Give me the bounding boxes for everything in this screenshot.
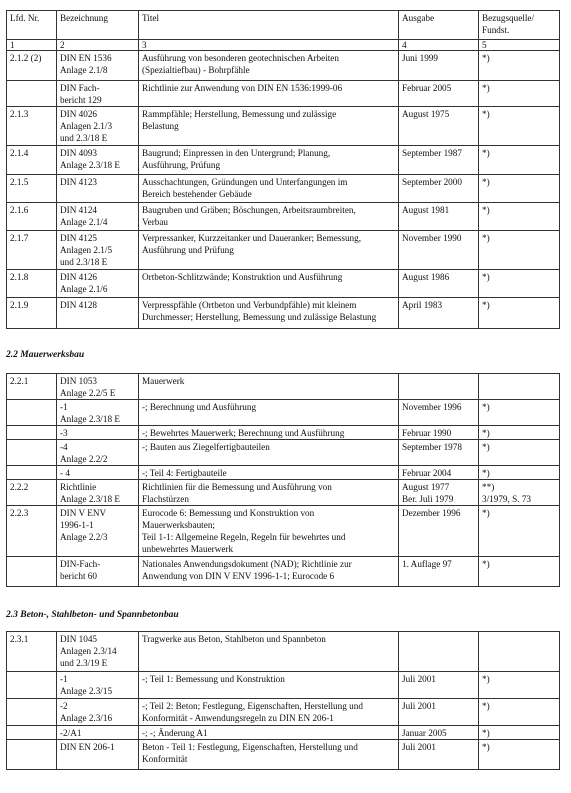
row-bezeichnung: DIN-Fach- bericht 60 xyxy=(57,557,139,587)
row-number xyxy=(7,726,57,740)
row-ausgabe: August 1981 xyxy=(399,203,479,231)
row-bezeichnung: -1 Anlage 2.3/18 E xyxy=(57,400,139,426)
table-row xyxy=(7,231,560,270)
row-titel: Ortbeton-Schlitzwände; Konstruktion und Ausführung xyxy=(139,270,399,298)
row-bezeichnung: Richtlinie Anlage 2.3/18 E xyxy=(57,480,139,506)
row-ausgabe: April 1983 xyxy=(399,298,479,329)
table-row xyxy=(7,440,560,466)
row-titel: Baugrund; Einpressen in den Untergrund; Planung, Ausführung, Prüfung xyxy=(139,146,399,175)
row-bezugsquelle: *) xyxy=(479,440,560,466)
row-bezeichnung: DIN 4124 Anlage 2.1/4 xyxy=(57,203,139,231)
row-number: 2.1.4 xyxy=(7,146,57,175)
header-ausgabe: Ausgabe xyxy=(399,11,479,40)
row-number: 2.1.9 xyxy=(7,298,57,329)
header-titel: Titel xyxy=(139,11,399,40)
row-titel: Richtlinie zur Anwendung von DIN EN 1536:1999-06 xyxy=(139,81,399,107)
row-titel: Verpresspfähle (Ortbeton und Verbundpfähle) mit kleinem Durchmesser; Herstellung, Bemessung und zulässige Belastung xyxy=(139,298,399,329)
row-number xyxy=(7,740,57,770)
row-titel: -; Berechnung und Ausführung xyxy=(139,400,399,426)
row-number: 2.1.8 xyxy=(7,270,57,298)
row-bezeichnung: -3 xyxy=(57,426,139,440)
row-titel: Rammpfähle; Herstellung, Bemessung und zulässige Belastung xyxy=(139,107,399,146)
row-ausgabe: Februar 1990 xyxy=(399,426,479,440)
table-row xyxy=(7,426,560,440)
row-number xyxy=(7,699,57,726)
row-bezugsquelle: *) xyxy=(479,231,560,270)
row-bezugsquelle: *) xyxy=(479,107,560,146)
table-row xyxy=(7,51,560,81)
row-bezeichnung: - 4 xyxy=(57,466,139,480)
section-title-betonbau: 2.3 Beton-, Stahlbeton- und Spannbetonbau xyxy=(6,610,179,620)
row-bezugsquelle: *) xyxy=(479,557,560,587)
row-ausgabe: Februar 2005 xyxy=(399,81,479,107)
row-ausgabe: 1. Auflage 97 xyxy=(399,557,479,587)
row-bezugsquelle xyxy=(479,374,560,400)
table-row xyxy=(7,506,560,557)
row-bezeichnung: DIN 1045 Anlagen 2.3/14 und 2.3/19 E xyxy=(57,632,139,672)
row-bezugsquelle: **) 3/1979, S. 73 xyxy=(479,480,560,506)
row-ausgabe: Juni 1999 xyxy=(399,51,479,81)
row-bezugsquelle: *) xyxy=(479,506,560,557)
row-titel: -; Bewehrtes Mauerwerk; Berechnung und Ausführung xyxy=(139,426,399,440)
row-titel: -; -; Änderung A1 xyxy=(139,726,399,740)
row-bezeichnung: -2 Anlage 2.3/16 xyxy=(57,699,139,726)
row-bezugsquelle: *) xyxy=(479,270,560,298)
row-ausgabe: September 1987 xyxy=(399,146,479,175)
row-titel: Eurocode 6: Bemessung und Konstruktion von Mauerwerksbauten; Teil 1-1: Allgemeine Regeln, Regeln für bewehrtes und unbewehrtes Mauerwerk xyxy=(139,506,399,557)
row-ausgabe: Juli 2001 xyxy=(399,740,479,770)
row-bezeichnung: -4 Anlage 2.2/2 xyxy=(57,440,139,466)
row-bezugsquelle: *) xyxy=(479,466,560,480)
table-row xyxy=(7,175,560,203)
table-header-row xyxy=(7,11,560,40)
row-titel: -; Teil 2: Beton; Festlegung, Eigenschaften, Herstellung und Konformität - Anwendungsregeln zu DIN EN 206-1 xyxy=(139,699,399,726)
row-titel: Tragwerke aus Beton, Stahlbeton und Spannbeton xyxy=(139,632,399,672)
row-number: 2.1.6 xyxy=(7,203,57,231)
row-titel: Mauerwerk xyxy=(139,374,399,400)
header-lfd-nr: Lfd. Nr. xyxy=(7,11,57,40)
row-bezeichnung: DIN EN 206-1 xyxy=(57,740,139,770)
row-number: 2.1.5 xyxy=(7,175,57,203)
row-titel: Richtlinien für die Bemessung und Ausführung von Flachstürzen xyxy=(139,480,399,506)
row-titel: -; Teil 4: Fertigbauteile xyxy=(139,466,399,480)
row-ausgabe: Juli 2001 xyxy=(399,699,479,726)
column-number: 1 xyxy=(7,40,57,51)
row-ausgabe: August 1975 xyxy=(399,107,479,146)
row-number: 2.1.2 (2) xyxy=(7,51,57,81)
column-number: 4 xyxy=(399,40,479,51)
row-number xyxy=(7,466,57,480)
row-number: 2.2.1 xyxy=(7,374,57,400)
norms-table-masonry xyxy=(6,373,560,587)
table-row xyxy=(7,298,560,329)
table-row xyxy=(7,557,560,587)
row-ausgabe: November 1990 xyxy=(399,231,479,270)
row-bezugsquelle: *) xyxy=(479,400,560,426)
norms-table-concrete xyxy=(6,631,560,770)
row-number xyxy=(7,672,57,699)
row-number xyxy=(7,440,57,466)
row-titel: Ausführung von besonderen geotechnischen Arbeiten (Spezialtiefbau) - Bohrpfähle xyxy=(139,51,399,81)
table-row xyxy=(7,203,560,231)
table-row xyxy=(7,726,560,740)
row-titel: -; Bauten aus Ziegelfertigbauteilen xyxy=(139,440,399,466)
row-number: 2.2.3 xyxy=(7,506,57,557)
row-ausgabe xyxy=(399,632,479,672)
table-row xyxy=(7,480,560,506)
row-bezugsquelle: *) xyxy=(479,699,560,726)
row-bezeichnung: DIN 4128 xyxy=(57,298,139,329)
table-row xyxy=(7,374,560,400)
row-bezeichnung: -1 Anlage 2.3/15 xyxy=(57,672,139,699)
row-bezeichnung: -2/A1 xyxy=(57,726,139,740)
table-row xyxy=(7,466,560,480)
row-bezugsquelle: *) xyxy=(479,298,560,329)
row-ausgabe: August 1986 xyxy=(399,270,479,298)
row-ausgabe: September 2000 xyxy=(399,175,479,203)
row-number xyxy=(7,400,57,426)
row-bezeichnung: DIN 4093 Anlage 2.3/18 E xyxy=(57,146,139,175)
row-titel: Verpressanker, Kurzzeitanker und Daueranker; Bemessung, Ausführung und Prüfung xyxy=(139,231,399,270)
table-row xyxy=(7,107,560,146)
table-row xyxy=(7,146,560,175)
row-ausgabe: August 1977 Ber. Juli 1979 xyxy=(399,480,479,506)
row-bezugsquelle: *) xyxy=(479,672,560,699)
row-number: 2.1.7 xyxy=(7,231,57,270)
column-number: 3 xyxy=(139,40,399,51)
row-number: 2.2.2 xyxy=(7,480,57,506)
table-row xyxy=(7,699,560,726)
row-bezugsquelle: *) xyxy=(479,81,560,107)
row-number xyxy=(7,81,57,107)
row-titel: Ausschachtungen, Gründungen und Unterfangungen im Bereich bestehender Gebäude xyxy=(139,175,399,203)
table-row xyxy=(7,672,560,699)
row-ausgabe: Januar 2005 xyxy=(399,726,479,740)
row-number: 2.1.3 xyxy=(7,107,57,146)
row-bezeichnung: DIN 4123 xyxy=(57,175,139,203)
row-ausgabe: Dezember 1996 xyxy=(399,506,479,557)
row-titel: -; Teil 1: Bemessung und Konstruktion xyxy=(139,672,399,699)
row-titel: Nationales Anwendungsdokument (NAD); Richtlinie zur Anwendung von DIN V ENV 1996-1-1; Eurocode 6 xyxy=(139,557,399,587)
row-bezugsquelle: *) xyxy=(479,740,560,770)
row-ausgabe: Februar 2004 xyxy=(399,466,479,480)
table-row xyxy=(7,632,560,672)
row-bezugsquelle: *) xyxy=(479,175,560,203)
section-title-mauerwerksbau: 2.2 Mauerwerksbau xyxy=(6,350,85,360)
row-bezeichnung: DIN Fach- bericht 129 xyxy=(57,81,139,107)
norms-table-foundations xyxy=(6,10,560,329)
table-row xyxy=(7,81,560,107)
row-bezeichnung: DIN 4125 Anlagen 2.1/5 und 2.3/18 E xyxy=(57,231,139,270)
column-number-row xyxy=(7,40,560,51)
column-number: 2 xyxy=(57,40,139,51)
row-bezeichnung: DIN V ENV 1996-1-1 Anlage 2.2/3 xyxy=(57,506,139,557)
row-ausgabe: November 1996 xyxy=(399,400,479,426)
row-number: 2.3.1 xyxy=(7,632,57,672)
row-number xyxy=(7,426,57,440)
header-bezeichnung: Bezeichnung xyxy=(57,11,139,40)
row-bezugsquelle: *) xyxy=(479,146,560,175)
row-bezeichnung: DIN 4026 Anlagen 2.1/3 und 2.3/18 E xyxy=(57,107,139,146)
row-bezugsquelle xyxy=(479,632,560,672)
table-row xyxy=(7,270,560,298)
row-ausgabe: September 1978 xyxy=(399,440,479,466)
column-number: 5 xyxy=(479,40,560,51)
row-bezugsquelle: *) xyxy=(479,726,560,740)
row-titel: Baugruben und Gräben; Böschungen, Arbeitsraumbreiten, Verbau xyxy=(139,203,399,231)
table-row xyxy=(7,400,560,426)
row-bezeichnung: DIN EN 1536 Anlage 2.1/8 xyxy=(57,51,139,81)
row-titel: Beton - Teil 1: Festlegung, Eigenschaften, Herstellung und Konformität xyxy=(139,740,399,770)
header-bezugsquelle: Bezugsquelle/ Fundst. xyxy=(479,11,560,40)
row-bezeichnung: DIN 1053 Anlage 2.2/5 E xyxy=(57,374,139,400)
table-row xyxy=(7,740,560,770)
row-ausgabe: Juli 2001 xyxy=(399,672,479,699)
row-bezugsquelle: *) xyxy=(479,426,560,440)
row-bezugsquelle: *) xyxy=(479,51,560,81)
row-number xyxy=(7,557,57,587)
row-bezugsquelle: *) xyxy=(479,203,560,231)
row-bezeichnung: DIN 4126 Anlage 2.1/6 xyxy=(57,270,139,298)
row-ausgabe xyxy=(399,374,479,400)
